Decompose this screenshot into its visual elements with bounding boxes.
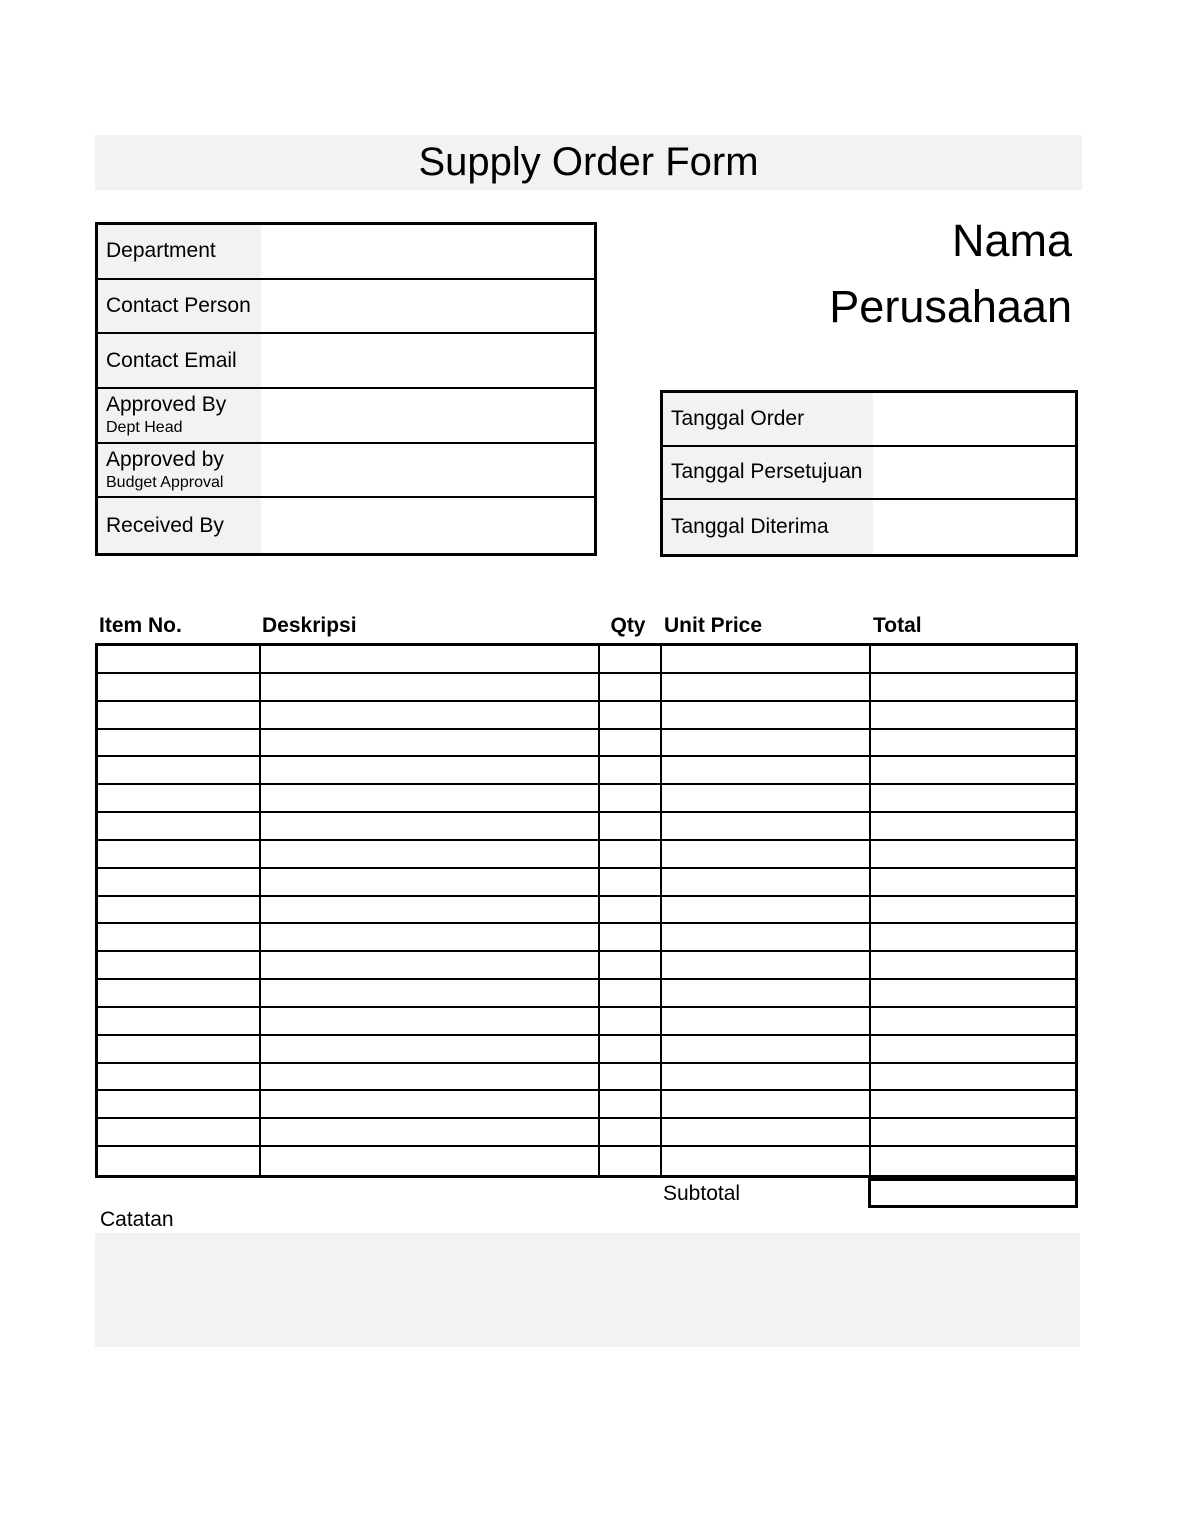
items-header-unit-price: Unit Price xyxy=(664,614,763,637)
item-cell[interactable] xyxy=(261,1091,600,1119)
item-cell[interactable] xyxy=(261,757,600,785)
received-by-value-cell[interactable] xyxy=(261,498,594,553)
approved-by-budget-label: Approved by xyxy=(106,447,224,471)
item-cell[interactable] xyxy=(261,980,600,1008)
contact-email-label: Contact Email xyxy=(106,348,237,372)
items-header-item-no: Item No. xyxy=(99,614,182,637)
tanggal-persetujuan-label-cell xyxy=(663,447,873,501)
item-cell[interactable] xyxy=(600,980,662,1008)
item-cell[interactable] xyxy=(662,1064,871,1092)
item-cell[interactable] xyxy=(600,897,662,925)
item-cell[interactable] xyxy=(261,952,600,980)
item-cell[interactable] xyxy=(98,841,261,869)
item-cell[interactable] xyxy=(98,980,261,1008)
item-cell[interactable] xyxy=(662,730,871,758)
approved-by-budget-label-cell xyxy=(98,444,261,499)
item-cell[interactable] xyxy=(98,1091,261,1119)
approved-by-budget-value-cell[interactable] xyxy=(261,444,594,499)
item-cell[interactable] xyxy=(261,1119,600,1147)
item-cell[interactable] xyxy=(662,646,871,674)
item-cell[interactable] xyxy=(871,1091,1075,1119)
item-cell[interactable] xyxy=(261,674,600,702)
item-cell[interactable] xyxy=(261,646,600,674)
item-cell[interactable] xyxy=(871,841,1075,869)
item-cell[interactable] xyxy=(662,1036,871,1064)
item-cell[interactable] xyxy=(261,785,600,813)
item-cell[interactable] xyxy=(871,1119,1075,1147)
item-cell[interactable] xyxy=(261,1008,600,1036)
tanggal-diterima-label-cell xyxy=(663,500,873,554)
company-name: Nama Perusahaan xyxy=(829,215,1072,332)
item-cell[interactable] xyxy=(871,1008,1075,1036)
item-cell[interactable] xyxy=(871,869,1075,897)
department-label-cell xyxy=(98,225,261,280)
item-cell[interactable] xyxy=(600,869,662,897)
item-cell[interactable] xyxy=(261,869,600,897)
item-cell[interactable] xyxy=(261,1036,600,1064)
item-cell[interactable] xyxy=(600,730,662,758)
item-cell[interactable] xyxy=(871,785,1075,813)
department-value-cell[interactable] xyxy=(261,225,594,280)
item-cell[interactable] xyxy=(600,646,662,674)
item-cell[interactable] xyxy=(871,924,1075,952)
approved-by-dept-value-cell[interactable] xyxy=(261,389,594,444)
item-cell[interactable] xyxy=(600,674,662,702)
item-cell[interactable] xyxy=(871,730,1075,758)
item-cell[interactable] xyxy=(600,702,662,730)
item-cell[interactable] xyxy=(600,1119,662,1147)
item-cell[interactable] xyxy=(662,1091,871,1119)
tanggal-diterima-label: Tanggal Diterima xyxy=(671,515,829,539)
items-header-deskripsi: Deskripsi xyxy=(262,614,357,637)
form-title: Supply Order Form xyxy=(418,140,759,184)
items-grid xyxy=(95,643,1078,1178)
contact-person-value-cell[interactable] xyxy=(261,280,594,335)
item-cell[interactable] xyxy=(871,702,1075,730)
approved-by-dept-label: Approved By xyxy=(106,393,227,417)
item-cell[interactable] xyxy=(98,924,261,952)
item-cell[interactable] xyxy=(871,646,1075,674)
item-cell[interactable] xyxy=(662,1008,871,1036)
item-cell[interactable] xyxy=(98,1036,261,1064)
approved-by-budget-sublabel: Budget Approval xyxy=(106,473,224,491)
contact-person-label-cell xyxy=(98,280,261,335)
item-cell[interactable] xyxy=(871,1036,1075,1064)
item-cell[interactable] xyxy=(98,730,261,758)
item-cell[interactable] xyxy=(871,897,1075,925)
tanggal-order-label-cell xyxy=(663,393,873,447)
item-cell[interactable] xyxy=(261,702,600,730)
item-cell[interactable] xyxy=(98,785,261,813)
tanggal-persetujuan-label: Tanggal Persetujuan xyxy=(671,460,863,484)
dates-table xyxy=(660,390,1078,557)
tanggal-persetujuan-value-cell[interactable] xyxy=(873,447,1075,501)
subtotal-label: Subtotal xyxy=(663,1182,741,1205)
item-cell[interactable] xyxy=(98,897,261,925)
item-cell[interactable] xyxy=(871,980,1075,1008)
item-cell[interactable] xyxy=(98,1008,261,1036)
item-cell[interactable] xyxy=(98,757,261,785)
tanggal-diterima-value-cell[interactable] xyxy=(873,500,1075,554)
item-cell[interactable] xyxy=(261,1064,600,1092)
item-cell[interactable] xyxy=(98,869,261,897)
item-cell[interactable] xyxy=(662,757,871,785)
tanggal-order-label: Tanggal Order xyxy=(671,406,805,430)
item-cell[interactable] xyxy=(600,1036,662,1064)
items-header-qty: Qty xyxy=(610,614,646,637)
item-cell[interactable] xyxy=(98,1064,261,1092)
item-cell[interactable] xyxy=(662,952,871,980)
item-cell[interactable] xyxy=(261,897,600,925)
item-cell[interactable] xyxy=(600,841,662,869)
item-cell[interactable] xyxy=(98,1119,261,1147)
item-cell[interactable] xyxy=(98,1147,261,1175)
item-cell[interactable] xyxy=(98,674,261,702)
item-cell[interactable] xyxy=(261,1147,600,1175)
items-header-total: Total xyxy=(873,614,922,637)
item-cell[interactable] xyxy=(600,1064,662,1092)
item-cell[interactable] xyxy=(871,757,1075,785)
item-cell[interactable] xyxy=(871,674,1075,702)
item-cell[interactable] xyxy=(662,841,871,869)
item-cell[interactable] xyxy=(261,813,600,841)
received-by-label: Received By xyxy=(106,513,224,537)
approved-by-dept-label-cell xyxy=(98,389,261,444)
item-cell[interactable] xyxy=(261,924,600,952)
item-cell[interactable] xyxy=(871,1064,1075,1092)
received-by-label-cell xyxy=(98,498,261,553)
item-cell[interactable] xyxy=(662,785,871,813)
item-cell[interactable] xyxy=(871,1147,1075,1175)
contact-person-label: Contact Person xyxy=(106,293,251,317)
contact-info-table xyxy=(95,222,597,556)
item-cell[interactable] xyxy=(600,1091,662,1119)
item-cell[interactable] xyxy=(600,813,662,841)
item-cell[interactable] xyxy=(600,785,662,813)
item-cell[interactable] xyxy=(662,813,871,841)
item-cell[interactable] xyxy=(662,924,871,952)
contact-email-value-cell[interactable] xyxy=(261,334,594,389)
notes-box[interactable] xyxy=(95,1233,1080,1347)
contact-email-label-cell xyxy=(98,334,261,389)
item-cell[interactable] xyxy=(662,702,871,730)
item-cell[interactable] xyxy=(662,980,871,1008)
item-cell[interactable] xyxy=(98,646,261,674)
item-cell[interactable] xyxy=(662,674,871,702)
item-cell[interactable] xyxy=(261,730,600,758)
item-cell[interactable] xyxy=(871,813,1075,841)
item-cell[interactable] xyxy=(600,757,662,785)
form-title-bar xyxy=(95,135,1082,190)
approved-by-dept-sublabel: Dept Head xyxy=(106,419,183,437)
item-cell[interactable] xyxy=(600,1147,662,1175)
notes-label: Catatan xyxy=(100,1208,174,1231)
item-cell[interactable] xyxy=(600,1008,662,1036)
item-cell[interactable] xyxy=(662,869,871,897)
item-cell[interactable] xyxy=(98,702,261,730)
item-cell[interactable] xyxy=(261,841,600,869)
item-cell[interactable] xyxy=(662,1119,871,1147)
subtotal-value-cell[interactable] xyxy=(868,1178,1078,1208)
item-cell[interactable] xyxy=(600,924,662,952)
item-cell[interactable] xyxy=(662,1147,871,1175)
item-cell[interactable] xyxy=(600,952,662,980)
item-cell[interactable] xyxy=(98,952,261,980)
item-cell[interactable] xyxy=(98,813,261,841)
item-cell[interactable] xyxy=(662,897,871,925)
department-label: Department xyxy=(106,239,216,263)
item-cell[interactable] xyxy=(871,952,1075,980)
tanggal-order-value-cell[interactable] xyxy=(873,393,1075,447)
